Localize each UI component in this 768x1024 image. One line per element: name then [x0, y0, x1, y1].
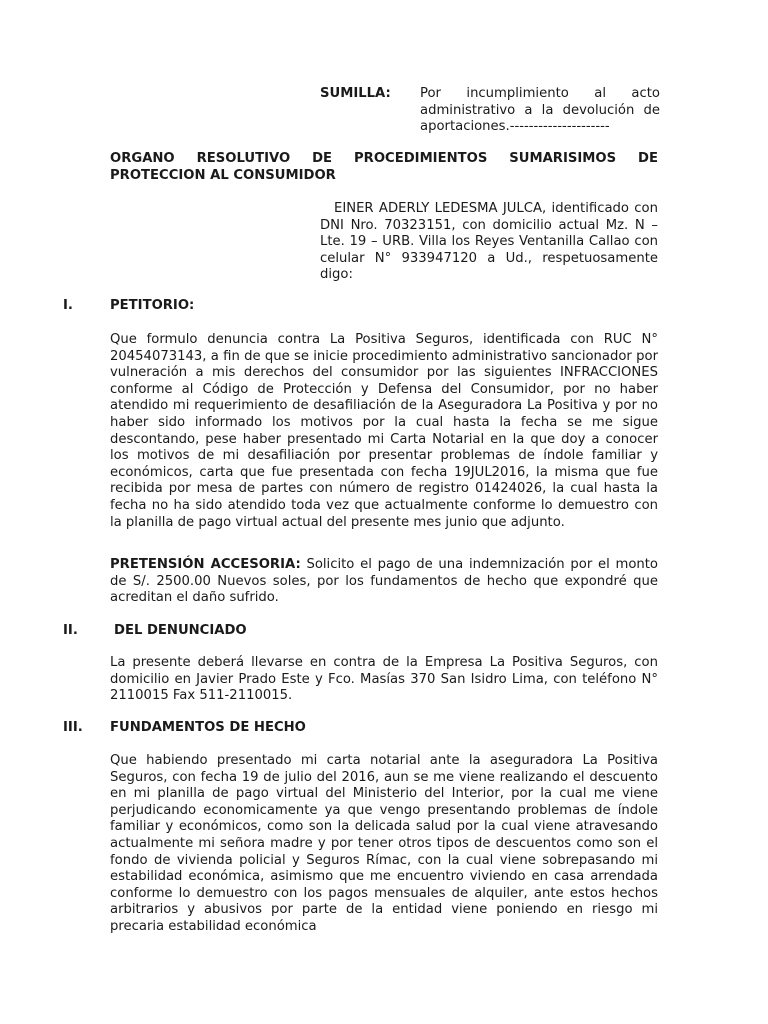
- section-2-title: DEL DENUNCIADO: [114, 623, 247, 638]
- section-2-number: II.: [63, 623, 78, 638]
- section-3-title: FUNDAMENTOS DE HECHO: [110, 720, 306, 735]
- section-1-title: PETITORIO:: [110, 298, 195, 313]
- addressee-heading: ORGANO RESOLUTIVO DE PROCEDIMIENTOS SUMARISIMOS DE PROTECCION AL CONSUMIDOR: [110, 151, 658, 183]
- sumilla-label: SUMILLA:: [320, 86, 391, 101]
- denunciado-paragraph: La presente deberá llevarse en contra de la Empresa La Positiva Seguros, con domicilio en Javier Prado Este y Fco. Masías 370 San Isidro Lima, con teléfono N° 2110015 Fax 511-2110015.: [110, 655, 658, 704]
- pretension-accesoria-paragraph: [110, 557, 658, 607]
- complainant-intro: EINER ADERLY LEDESMA JULCA, identificado con DNI Nro. 70323151, con domicilio actual Mz. N – Lte. 19 – URB. Villa los Reyes Ventanilla Callao con celular N° 933947120 a Ud., respetuosamente digo:: [320, 201, 658, 283]
- section-1-number: I.: [63, 298, 73, 313]
- fundamentos-paragraph: Que habiendo presentado mi carta notarial ante la aseguradora La Positiva Seguros, con fecha 19 de julio del 2016, aun se me viene realizando el descuento en mi planilla de pago virtual del Ministerio del Interior, por la cual me viene perjudicando economicamente ya que vengo presentando problemas de índole familiar y económicos, como son la delicada salud por la cual viene atravesando actualmente mi señora madre y por tener otros tipos de descuentos como son el fondo de vivienda policial y Seguros Rímac, con la cual viene sobrepasando mi estabilidad económica, asimismo que me encuentro viviendo en casa arrendada conforme lo demuestro con los pagos mensuales de alquiler, ante estos hechos arbitrarios y abusivos por parte de la entidad viene poniendo en riesgo mi precaria estabilidad económica: [110, 753, 658, 934]
- pretension-accesoria-text: Solicito el pago de una indemnización por el monto de S/. 2500.00 Nuevos soles, por los fundamentos de hecho que expondré que acreditan el daño sufrido.: [110, 557, 658, 606]
- section-3-number: III.: [63, 720, 83, 735]
- sumilla-text: Por incumplimiento al acto administrativo a la devolución de aportaciones.---------------------: [420, 86, 660, 135]
- pretension-accesoria-label: PRETENSIÓN ACCESORIA:: [110, 557, 301, 572]
- petitorio-paragraph: Que formulo denuncia contra La Positiva Seguros, identificada con RUC N° 20454073143, a fin de que se inicie procedimiento administrativo sancionador por vulneración a mis derechos del consumidor por las siguientes INFRACCIONES conforme al Código de Protección y Defensa del Consumidor, por no haber atendido mi requerimiento de desafiliación de la Aseguradora La Positiva y por no haber sido informado los motivos por la cual hasta la fecha se me sigue descontando, pese haber presentado mi Carta Notarial en la que doy a conocer los motivos de mi desafiliación por presentar problemas de índole familiar y económicos, carta que fue presentada con fecha 19JUL2016, la misma que fue recibida por mesa de partes con número de registro 01424026, la cual hasta la fecha no ha sido atendido toda vez que actualmente conforme lo demuestro con la planilla de pago virtual actual del presente mes junio que adjunto.: [110, 332, 658, 530]
